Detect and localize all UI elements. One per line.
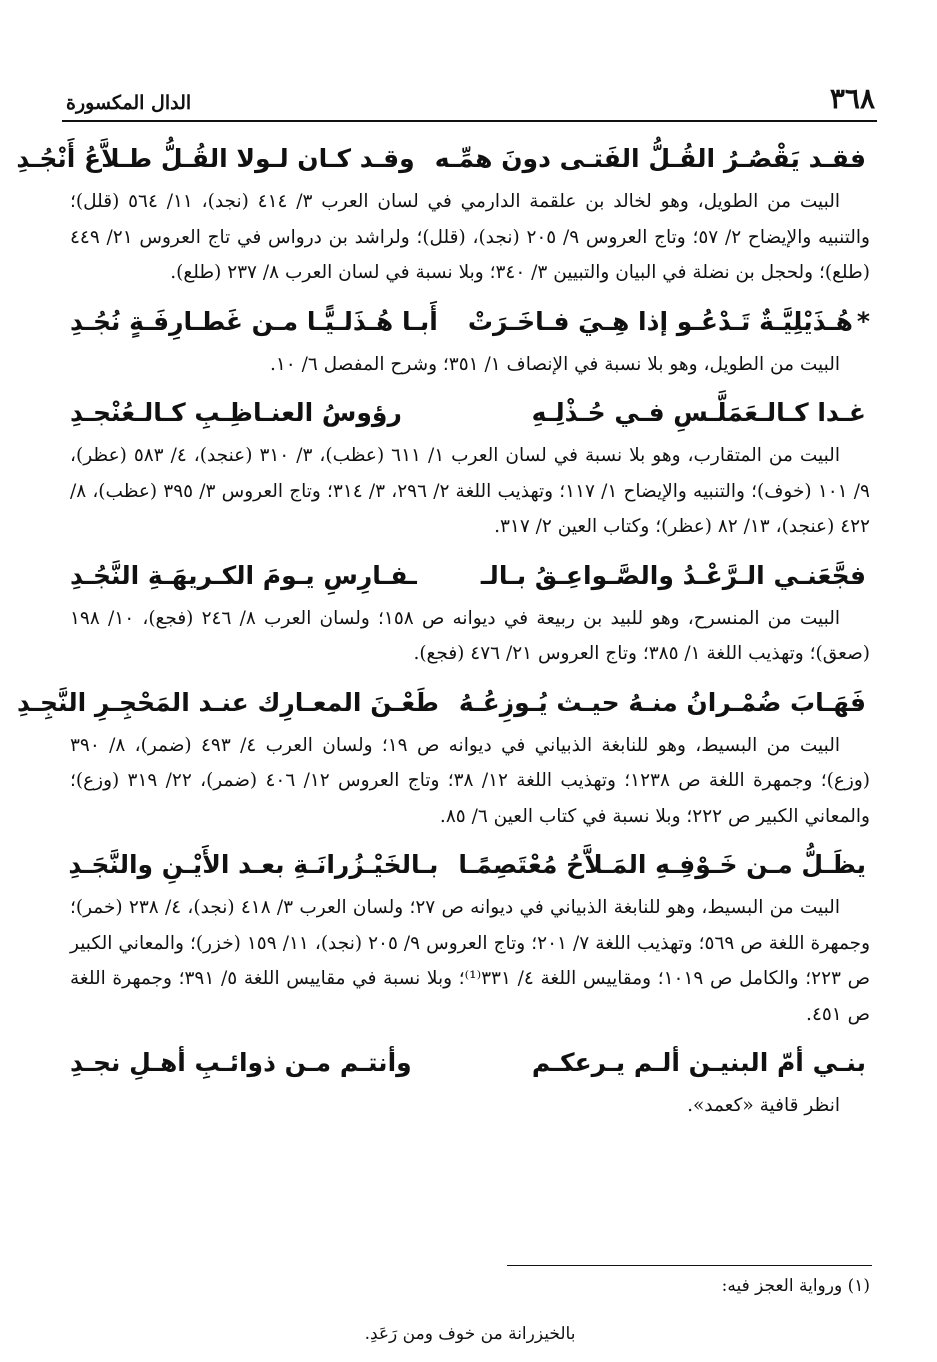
footnote-label: (١) ورواية العجز فيه: xyxy=(721,1276,870,1296)
verse-entry xyxy=(17,678,870,835)
verse-line xyxy=(16,134,870,184)
verse-line xyxy=(70,1038,870,1088)
verse-line xyxy=(70,551,870,601)
verse-commentary: البيت من المنسرح، وهو للبيد بن ربيعة في ديوانه ص ١٥٨؛ ولسان العرب ٨/ ٢٤٦ (فجع)، ١٠/ ١٩٨ (صعق)؛ وتهذيب اللغة ١/ ٣٨٥؛ وتاج العروس ٢١/ ٤٧٦ (فجع). xyxy=(70,607,870,664)
second-hemistich: ـفـارِسِ يـومَ الكـريهَـةِ النَّجُـدِ xyxy=(70,560,417,590)
second-hemistich: طَعْـنَ المعـارِك عنـد المَحْجِـرِ النَّجِـدِ xyxy=(17,687,439,717)
page-header xyxy=(62,82,877,122)
footnote-verse: بالخيزرانة من خوف ومن رَعَدِ. xyxy=(364,1324,576,1344)
footnote-divider xyxy=(507,1265,872,1266)
verse-entry xyxy=(70,1038,870,1124)
first-hemistich-text: غـدا كـالـعَمَلَّـسِ فـي حُـذْلِـهِ xyxy=(531,398,866,427)
footnote xyxy=(70,1270,870,1362)
verse-entry xyxy=(16,134,870,291)
page-number: ٣٦٨ xyxy=(829,82,875,115)
first-hemistich xyxy=(415,134,870,184)
first-hemistich xyxy=(439,678,870,728)
verse-entry xyxy=(70,297,870,383)
second-hemistich: رؤوسُ العنـاظِـبِ كـالـعُنْجـدِ xyxy=(70,398,402,427)
first-hemistich-text: بنـي أمّ البنيـن ألـم يـرعكـم xyxy=(531,1048,866,1077)
running-title: الدال المكسورة xyxy=(66,92,192,114)
first-hemistich xyxy=(512,388,870,438)
verse-line xyxy=(70,297,870,347)
first-hemistich xyxy=(438,840,870,890)
verse-commentary: البيت من الطويل، وهو بلا نسبة في الإنصاف ١/ ٣٥١؛ وشرح المفصل ٦/ ١٠. xyxy=(269,353,840,375)
second-hemistich: بـالخَيْـزُرانَـةِ بعـد الأَيْـنِ والنَّجَـدِ xyxy=(68,850,439,879)
verse-commentary: البيت من البسيط، وهو للنابغة الذبياني في ديوانه ص ١٩؛ ولسان العرب ٤/ ٤٩٣ (ضمر)، ٨/ ٣٩٠ (وزع)؛ وجمهرة اللغة ص ١٢٣٨؛ وتهذيب اللغة ١٢/ ٣٨؛ وتاج العروس ١٢/ ٤٠٦ (ضمر)، ٢٢/ ٣١٩ (وزع)؛ والمعاني الكبير ص ٢٢٢؛ وبلا نسبة في كتاب العين ٦/ ٨٥. xyxy=(70,734,870,827)
second-hemistich: وأنتـم مـن ذوائـبِ أهـلِ نجـدِ xyxy=(70,1048,412,1077)
verse-commentary: البيت من المتقارب، وهو بلا نسبة في لسان العرب ١/ ٦١١ (عظب)، ٣/ ٣١٠ (عنجد)، ٤/ ٥٨٣ (عظر)، ٩/ ١٠١ (خوف)؛ والتنبيه والإيضاح ١/ ١١٧؛ وتهذيب اللغة ٢/ ٢٩٦، ٣/ ٣١٤؛ وتاج العروس ٣/ ٣٩٥ (عظب)، ٨/ ٤٢٢ (عنجد)، ١٣/ ٨٢ (عظر)؛ وكتاب العين ٢/ ٣١٧. xyxy=(70,445,870,537)
main-content xyxy=(16,134,871,1130)
verse-line xyxy=(70,388,870,438)
verse-entry xyxy=(70,388,870,545)
first-hemistich xyxy=(461,551,870,601)
second-hemistich: أَبـا هُـذَلـيًّـا مـن غَطـارِفَـةٍ نُجُـدِ xyxy=(70,306,438,336)
verse-commentary: انظر قافية «كعمد». xyxy=(687,1095,840,1116)
verse-commentary: البيت من البسيط، وهو للنابغة الذبياني في ديوانه ص ٢٧؛ ولسان العرب ٣/ ٤١٨ (نجد)، ٤/ ٢٣٨ (خمر)؛ وجمهرة اللغة ص ٥٦٩؛ وتهذيب اللغة ٧/ ٢٠١؛ وتاج العروس ٩/ ٢٠٥ (نجد)، ١١/ ١٥٩ (خزر)؛ والمعاني الكبير ص ٢٢٣؛ والكامل ص ١٠١٩؛ ومقاييس اللغة ٤/ ٣٣١⁽¹⁾؛ وبلا نسبة في مقاييس اللغة ٥/ ٣٩١؛ وجمهرة اللغة ص ٤٥١. xyxy=(70,897,871,1025)
first-hemistich xyxy=(512,1038,870,1088)
first-hemistich-text: هُـذَيْلِيَّـةٌ تَـدْعُـو إذا هِـيَ فـاخَـرَتْ xyxy=(467,306,853,336)
first-hemistich-text: فجَّعَنـي الـرَّعْـدُ والصَّـواعِـقُ بـالـ xyxy=(480,560,866,590)
second-hemistich: وقـد كـان لـولا القُـلُّ طـلاَّعُ أَنْجُـدِ xyxy=(16,144,415,173)
entry-marker: * xyxy=(856,306,870,336)
first-hemistich-text: فقـد يَقْصُـرُ القُـلُّ الفَتـى دونَ همِّـه xyxy=(434,144,866,173)
first-hemistich-text: فَهَـابَ ضُمْـرانُ منـهُ حيـث يُـوزِعُـهُ xyxy=(458,687,866,717)
verse-line xyxy=(17,678,870,728)
first-hemistich xyxy=(448,297,870,347)
verse-commentary: البيت من الطويل، وهو لخالد بن علقمة الدارمي في لسان العرب ٣/ ٤١٤ (نجد)، ١١/ ٥٦٤ (قلل)؛ والتنبيه والإيضاح ٢/ ٥٧؛ وتاج العروس ٩/ ٢٠٥ (نجد)، (قلل)؛ ولراشد بن درواس في تاج العروس ٢١/ ٤٤٩ (طلع)؛ ولحجل بن نضلة في البيان والتبيين ٣/ ٣٤٠؛ وبلا نسبة في لسان العرب ٨/ ٢٣٧ (طلع). xyxy=(70,191,870,283)
verse-entry xyxy=(70,840,870,1032)
verse-entry xyxy=(70,551,870,672)
first-hemistich-text: يظَـلُّ مـن خَـوْفِـهِ المَـلاَّحُ مُعْتَصِمًـا xyxy=(458,850,866,879)
verse-line xyxy=(70,840,870,890)
